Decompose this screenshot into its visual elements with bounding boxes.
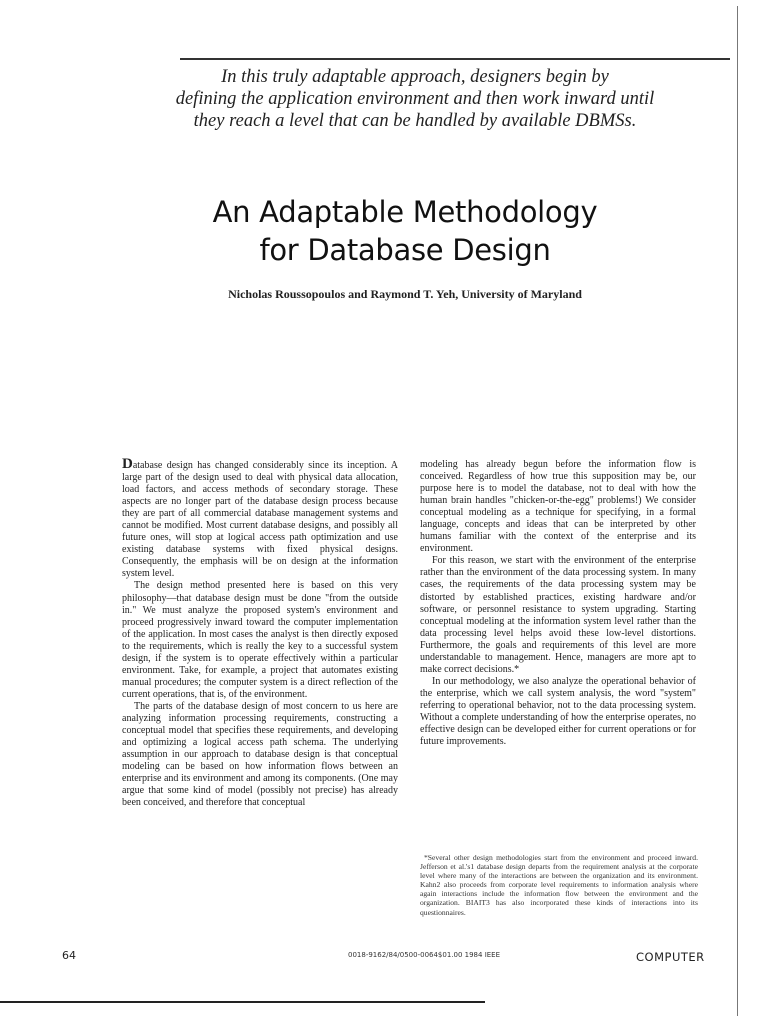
page-number: 64 [62,949,76,962]
bottom-rule [0,1001,485,1003]
paragraph: In our methodology, we also analyze the operational behavior of the enterprise, which we call system analysis, the word "system" referring to operational behavior, not to the data processing system. Without a complete understanding of how the enterprise operates, no effective design can be developed either for current operations or for future improvements. [420,675,696,748]
paragraph: For this reason, we start with the environment of the enterprise rather than the environment of the data processing system. In many cases, the requirements of the data processing system may be distorted by established practices, existing hardware and/or software, or personnel resistance to system upgrading. Starting conceptual modeling at the information system level rather than the data processing level helps avoid these low-level distortions. Furthermore, the goals and requirements of this level are more understandable to management. Hence, managers are more apt to make correct decisions.* [420,555,696,675]
article-title [120,193,690,269]
byline: Nicholas Roussopoulos and Raymond T. Yeh, University of Maryland [228,287,582,301]
copyright-code: 0018-9162/84/0500-0064$01.00 1984 IEEE [348,951,501,959]
footnote [420,853,698,917]
title-line-2: for Database Design [259,233,551,267]
deck [150,66,680,132]
paragraph [122,456,398,580]
title-line-1: An Adaptable Methodology [212,195,598,229]
body-column-right [420,459,696,748]
deck-line: defining the application environment and then work inward until [175,89,655,109]
paragraph: The design method presented here is based on this very philosophy—that database design must be done "from the outside in." We must analyze the proposed system's environment and proceed progressively inward toward the computer implementation of the application. In most cases the analyst is then directly exposed to the requirements, which is really the key to a successful system design, if the system is to operate effectively within a particular environment. Take, for example, a project that automates existing manual procedures; the computer system is a direct reflection of the current operations, that is, of the environment. [122,580,398,700]
page-edge-rule [737,6,738,1016]
deck-line: they reach a level that can be handled by available DBMSs. [193,111,637,131]
paragraph: The parts of the database design of most concern to us here are analyzing information processing requirements, constructing a conceptual model that specifies these requirements, and developing and optimizing a logical access path schema. The underlying assumption in our approach to database design is that conceptual modeling can be based on how information flows between an enterprise and its environment and among its components. (One may argue that some kind of model (possibly not precise) has already been conceived, and therefore that conceptual [122,700,398,809]
paragraph: modeling has already begun before the information flow is conceived. Regardless of how true this supposition may be, our purpose here is to model the database, not to deal with how the human brain handles "chicken-or-the-egg" problems!) We consider conceptual modeling as a technique for specifying, in a formal language, concepts and ideas that can be interpreted by other humans familiar with the context of the enterprise and its environment. [420,459,696,555]
deck-line: In this truly adaptable approach, designers begin by [221,67,609,87]
top-rule [180,58,730,60]
body-column-left [122,456,398,809]
drop-cap: D [122,456,133,472]
paragraph-text: atabase design has changed considerably since its inception. A large part of the design used to deal with physical data allocation, load factors, and access methods of secondary storage. These aspects are no longer part of the database design process because they are part of all commercial database management systems and cannot be modified. Most current database designs, and possibly all future ones, will stop at logical access path optimization and use existing database systems with fixed physical designs. Consequently, the emphasis will be on design at the information system level. [122,460,398,580]
footnote-text: *Several other design methodologies start from the environment and proceed inward. Jefferson et al.'s1 database design departs from the requirement analysis at the corporate level where many of the interactions are between the organization and its environment. Kahn2 also proceeds from corporate level requirements to information analysis where again interactions include the information flow between the environment and the organization. BIAIT3 has also incorporated these kinds of interactions into its questionnaires. [420,853,698,917]
journal-name: COMPUTER [636,950,705,964]
